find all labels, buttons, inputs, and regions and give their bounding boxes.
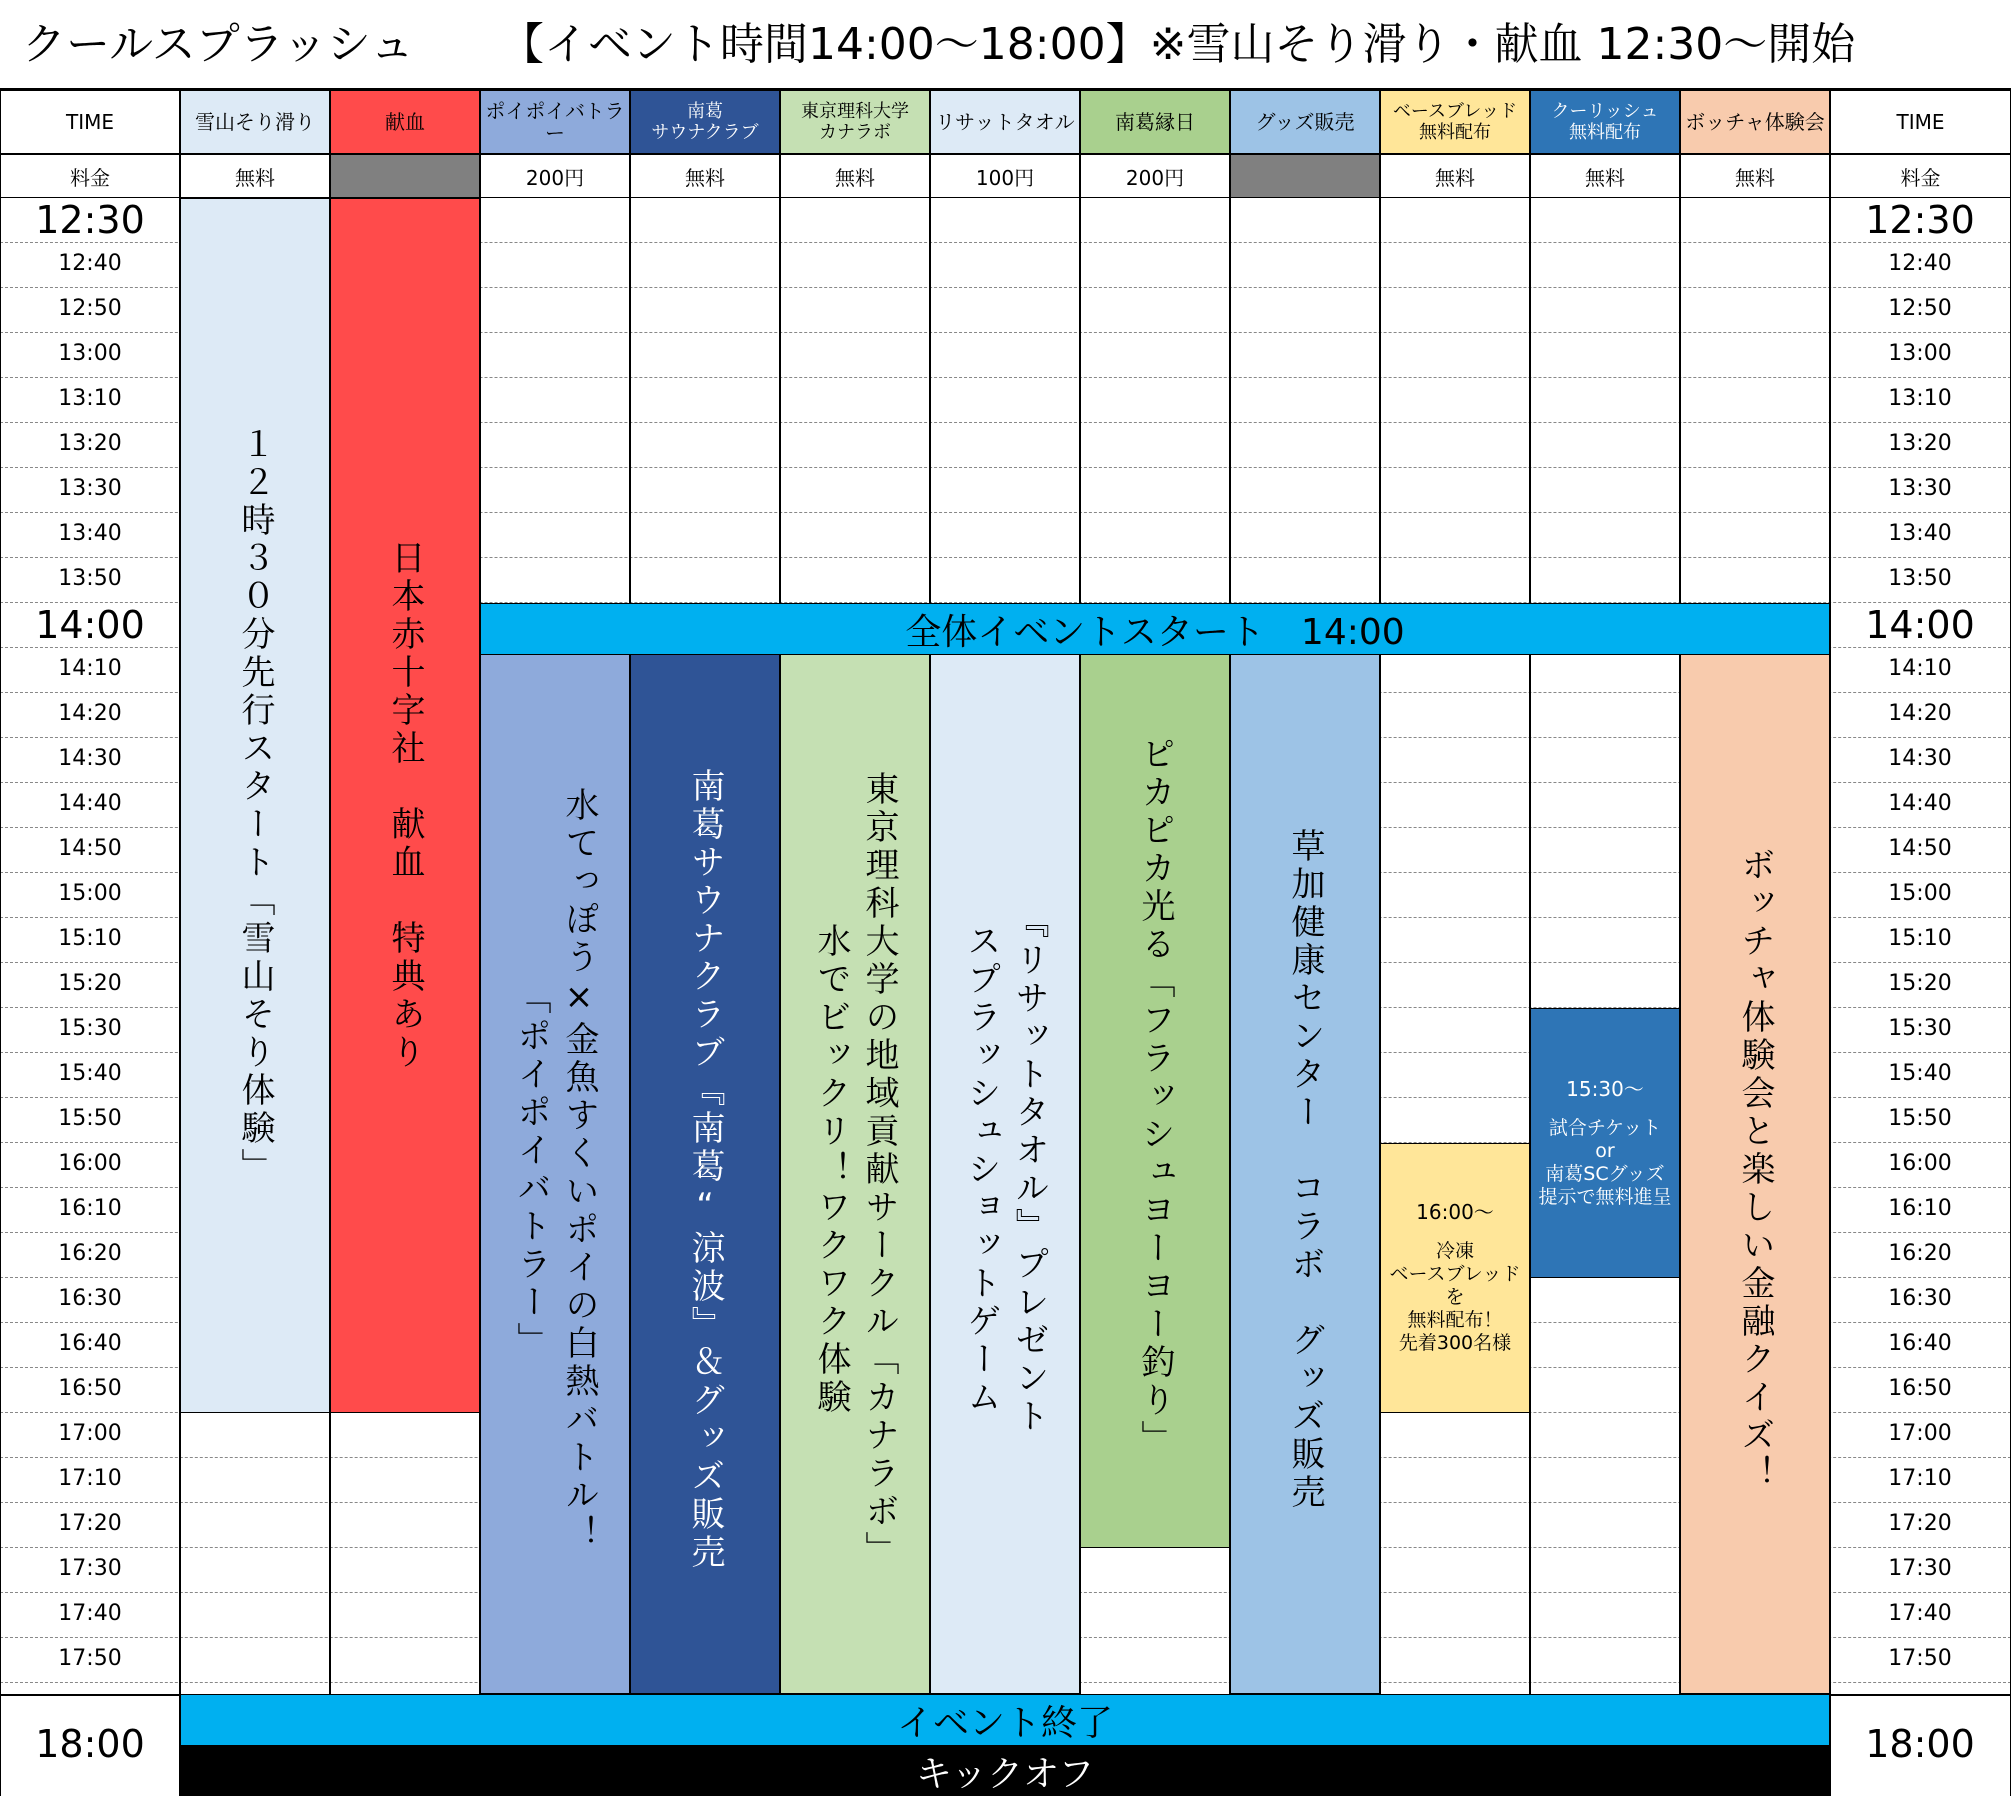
fee-cell: 100円: [930, 154, 1080, 198]
fee-cell: 無料: [630, 154, 780, 198]
fee-cell: [1230, 154, 1380, 198]
note-line: 試合チケット: [1548, 1116, 1662, 1139]
time-label: 16:30: [1888, 1286, 1952, 1311]
event-sori: [180, 198, 330, 1413]
time-label: 16:00: [58, 1151, 122, 1176]
column-header: 東京理科大学 カナラボ: [780, 90, 930, 154]
time-label: 17:00: [1888, 1421, 1952, 1446]
time-label: 16:40: [58, 1331, 122, 1356]
fee-cell: 無料: [780, 154, 930, 198]
time-label: 14:40: [58, 791, 122, 816]
time-label: 13:50: [1888, 566, 1952, 591]
fee-cell: 無料: [180, 154, 330, 198]
time-label: 12:40: [58, 251, 122, 276]
note-coolish: [1530, 1008, 1680, 1278]
page-title: [0, 0, 2011, 90]
time-label: 15:10: [58, 926, 122, 951]
note-line: 15:30～: [1566, 1076, 1644, 1101]
time-label: 17:10: [58, 1466, 122, 1491]
grid-line: [1529, 198, 1531, 1796]
event-description: 草加健康センター コラボ グッズ販売: [1285, 827, 1325, 1512]
time-label: 14:00: [35, 603, 145, 647]
event-risatto: [930, 645, 1080, 1694]
column-header: 南葛縁日: [1080, 90, 1230, 154]
time-label: 14:20: [1888, 701, 1952, 726]
time-header-left: TIME: [0, 90, 180, 154]
fee-cell: 無料: [1530, 154, 1680, 198]
event-kenketsu: [330, 198, 480, 1413]
note-line: ベースブレッド: [1389, 1263, 1521, 1285]
column-header: ベースブレッド 無料配布: [1380, 90, 1530, 154]
time-label: 17:30: [58, 1556, 122, 1581]
time-label: 13:30: [1888, 476, 1952, 501]
time-label: 14:00: [1865, 603, 1975, 647]
event-description: １２時３０分先行スタート「雪山そり体験」: [235, 425, 275, 1186]
time-label: 13:20: [1888, 431, 1952, 456]
time-label: 13:00: [1888, 341, 1952, 366]
event-ennichi: [1080, 645, 1230, 1548]
time-label: 13:30: [58, 476, 122, 501]
time-label: 17:30: [1888, 1556, 1952, 1581]
time-label: 16:40: [1888, 1331, 1952, 1356]
fee-cell: [330, 154, 480, 198]
event-description: 南葛サウナクラブ『南葛“涼波』＆グッズ販売: [685, 767, 725, 1572]
time-label: 16:50: [58, 1376, 122, 1401]
time-label: 12:30: [35, 198, 145, 242]
time-label: 15:50: [1888, 1106, 1952, 1131]
time-label: 12:40: [1888, 251, 1952, 276]
time-label: 13:10: [58, 386, 122, 411]
note-line: 提示で無料進呈: [1538, 1185, 1672, 1208]
note-line: 無料配布！: [1407, 1309, 1503, 1331]
time-label: 13:40: [1888, 521, 1952, 546]
column-header: ボッチャ体験会: [1680, 90, 1830, 154]
banner-event-end: イベント終了: [180, 1694, 1830, 1746]
time-label: 14:30: [58, 746, 122, 771]
time-label: 13:50: [58, 566, 122, 591]
event-sauna: [630, 645, 780, 1694]
time-label: 13:20: [58, 431, 122, 456]
time-label: 15:20: [1888, 971, 1952, 996]
note-line: 南葛SCグッズ: [1545, 1162, 1665, 1185]
column-header: ポイポイバトラー: [480, 90, 630, 154]
fee-cell: 無料: [1680, 154, 1830, 198]
time-label: 16:20: [58, 1241, 122, 1266]
note-line: 冷凍: [1435, 1240, 1474, 1262]
time-label: 13:10: [1888, 386, 1952, 411]
fee-cell: 200円: [1080, 154, 1230, 198]
event-boccia: [1680, 645, 1830, 1694]
time-label: 14:20: [58, 701, 122, 726]
time-label: 17:40: [58, 1601, 122, 1626]
time-label: 17:00: [58, 1421, 122, 1446]
time-header-right: TIME: [1830, 90, 2011, 154]
event-poi: [480, 645, 630, 1694]
time-label: 12:50: [58, 296, 122, 321]
event-description: スプラッシュショットゲーム: [961, 922, 1001, 1417]
event-description: 日本赤十字社 献血 特典あり: [385, 539, 425, 1072]
time-label-end: 18:00: [1865, 1722, 1975, 1766]
time-label: 15:30: [1888, 1016, 1952, 1041]
time-label: 15:50: [58, 1106, 122, 1131]
time-label: 17:50: [1888, 1646, 1952, 1671]
banner-event-start: 全体イベントスタート 14:00: [480, 603, 1830, 655]
event-hours: 【イベント時間14:00～18:00】※雪山そり滑り・献血 12:30～開始: [500, 19, 1856, 70]
time-label: 16:50: [1888, 1376, 1952, 1401]
event-name: クールスプラッシュ: [22, 19, 415, 70]
time-label: 17:40: [1888, 1601, 1952, 1626]
note-line: or: [1595, 1139, 1615, 1162]
time-label: 16:10: [1888, 1196, 1952, 1221]
time-label: 17:20: [1888, 1511, 1952, 1536]
column-header: 雪山そり滑り: [180, 90, 330, 154]
time-label: 13:00: [58, 341, 122, 366]
banner-kickoff: キックオフ: [180, 1746, 1830, 1796]
time-label: 16:00: [1888, 1151, 1952, 1176]
note-line: 先着300名様: [1398, 1332, 1512, 1354]
column-header: クーリッシュ 無料配布: [1530, 90, 1680, 154]
column-header: 南葛 サウナクラブ: [630, 90, 780, 154]
time-label: 15:40: [58, 1061, 122, 1086]
column-header: グッズ販売: [1230, 90, 1380, 154]
grid-line: [0, 198, 1, 1796]
time-label: 12:50: [1888, 296, 1952, 321]
time-label-end: 18:00: [35, 1722, 145, 1766]
time-label: 14:30: [1888, 746, 1952, 771]
time-label: 17:10: [1888, 1466, 1952, 1491]
event-goods: [1230, 645, 1380, 1694]
time-label: 17:20: [58, 1511, 122, 1536]
time-label: 16:20: [1888, 1241, 1952, 1266]
time-label: 14:10: [1888, 656, 1952, 681]
event-description: ボッチャ体験会と楽しい金融クイズ！: [1735, 846, 1775, 1493]
time-label: 15:30: [58, 1016, 122, 1041]
event-description: 「ポイポイバトラー」: [511, 979, 551, 1360]
time-label: 16:10: [58, 1196, 122, 1221]
time-label: 14:50: [1888, 836, 1952, 861]
time-label: 15:00: [1888, 881, 1952, 906]
event-description: 水でビックリ！ワクワク体験: [811, 922, 851, 1417]
time-label: 16:30: [58, 1286, 122, 1311]
event-description: 水てっぽう×金魚すくいポイの白熱バトル！: [559, 786, 599, 1553]
event-kanalabo: [780, 645, 930, 1694]
time-label: 15:00: [58, 881, 122, 906]
event-description: 東京理科大学の地域貢献サークル「カナラボ」: [859, 770, 899, 1569]
time-label: 12:30: [1865, 198, 1975, 242]
note-basebread: [1380, 1143, 1530, 1413]
event-description: 『リサットタオル』プレゼント: [1009, 903, 1049, 1436]
time-label: 15:40: [1888, 1061, 1952, 1086]
time-label: 14:40: [1888, 791, 1952, 816]
event-description: ピカピカ光る「フラッシュヨーヨー釣り」: [1135, 735, 1175, 1458]
note-line: 16:00～: [1416, 1200, 1494, 1224]
time-label: 13:40: [58, 521, 122, 546]
time-label: 15:10: [1888, 926, 1952, 951]
time-label: 14:10: [58, 656, 122, 681]
time-label: 14:50: [58, 836, 122, 861]
fee-header-right: 料金: [1830, 154, 2011, 198]
column-header: リサットタオル: [930, 90, 1080, 154]
fee-header-left: 料金: [0, 154, 180, 198]
time-label: 17:50: [58, 1646, 122, 1671]
time-label: 15:20: [58, 971, 122, 996]
fee-cell: 200円: [480, 154, 630, 198]
column-header: 献血: [330, 90, 480, 154]
note-line: を: [1445, 1286, 1465, 1308]
fee-cell: 無料: [1380, 154, 1530, 198]
